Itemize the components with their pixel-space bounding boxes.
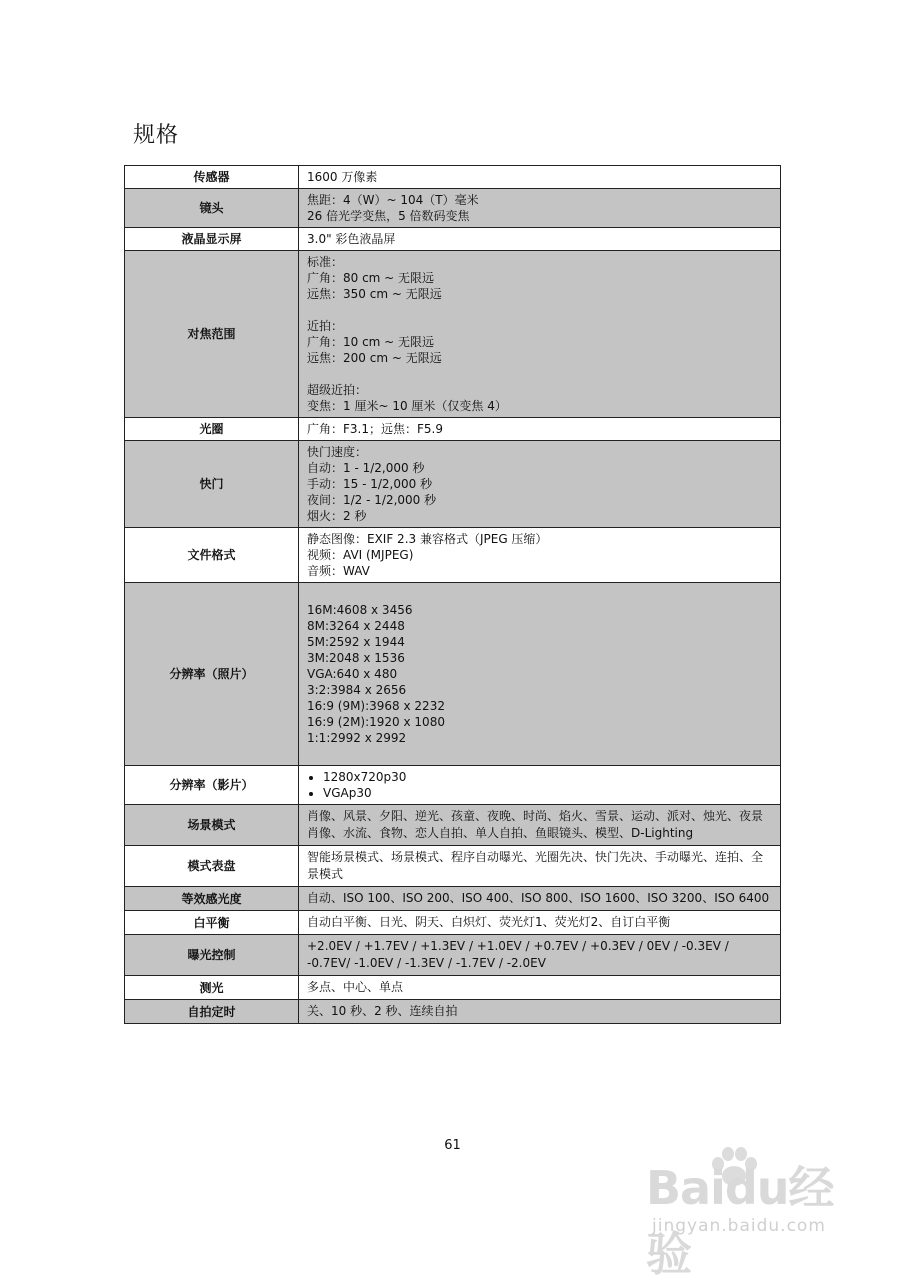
spec-value [299,418,781,441]
spec-value-line: 远焦：200 cm ~ 无限远 [307,351,442,365]
spec-value-line: 16:9 (9M):3968 x 2232 [307,699,445,713]
spec-value-line: 26 倍光学变焦，5 倍数码变焦 [307,209,470,223]
spec-value-line: 3M:2048 x 1536 [307,651,405,665]
spec-label: 等效感光度 [125,887,299,911]
page-number: 61 [444,1138,461,1153]
spec-label: 场景模式 [125,805,299,846]
spec-table [124,165,781,1024]
spec-row [125,441,781,528]
spec-value [299,251,781,418]
spec-label: 光圈 [125,418,299,441]
spec-value-line: 音频：WAV [307,564,370,578]
spec-value-line: 手动：15 - 1/2,000 秒 [307,477,433,491]
spec-value-line: 自动：1 - 1/2,000 秒 [307,461,425,475]
spec-value-line: 广角：80 cm ~ 无限远 [307,271,435,285]
spec-value-line: 1600 万像素 [307,170,378,184]
spec-value-text: 智能场景模式、场景模式、程序自动曝光、光圈先决、快门先决、手动曝光、连拍、全景模式 [307,850,764,881]
spec-label: 模式表盘 [125,846,299,887]
baidu-jingyan-watermark [640,1150,870,1281]
spec-value-line: 远焦：350 cm ~ 无限远 [307,287,442,301]
spec-value-line: 夜间：1/2 - 1/2,000 秒 [307,493,437,507]
spec-label: 镜头 [125,189,299,228]
spec-value-spacer [307,366,772,382]
spec-label: 分辨率（照片） [125,583,299,766]
spec-value-line: 近拍： [307,319,344,333]
spec-label: 曝光控制 [125,935,299,976]
spec-row [125,251,781,418]
watermark-brand: Baidu经验 [646,1161,834,1281]
spec-label: 测光 [125,976,299,1000]
spec-value [299,846,781,887]
spec-value-text: 自动白平衡、日光、阴天、白炽灯、荧光灯1、荧光灯2、自订白平衡 [307,915,671,929]
spec-value-text: 肖像、风景、夕阳、逆光、孩童、夜晚、时尚、焰火、雪景、运动、派对、烛光、夜景肖像、水流、食物、恋人自拍、单人自拍、鱼眼镜头、模型、D-Lighting [307,809,764,840]
spec-value-line: 超级近拍： [307,383,368,397]
spec-row [125,528,781,583]
spec-value-line: 3:2:3984 x 2656 [307,683,407,697]
spec-label: 白平衡 [125,911,299,935]
spec-value-line: 变焦：1 厘米~ 10 厘米（仅变焦 4） [307,399,507,413]
spec-value [299,887,781,911]
list-item: • VGAp30 [323,785,772,801]
spec-row [125,846,781,887]
spec-row [125,228,781,251]
spec-value [299,911,781,935]
spec-label: 传感器 [125,166,299,189]
spec-value-line: 静态图像：EXIF 2.3 兼容格式（JPEG 压缩） [307,532,548,546]
spec-value-line: 广角：10 cm ~ 无限远 [307,335,435,349]
list-item: • 1280x720p30 [323,769,772,785]
spec-value [299,935,781,976]
spec-row [125,976,781,1000]
spec-value [299,441,781,528]
spec-value-line: 8M:3264 x 2448 [307,619,405,633]
spec-value-list [307,769,772,801]
spec-value-line: 标准： [307,255,344,269]
spec-value-text: 自动、ISO 100、ISO 200、ISO 400、ISO 800、ISO 1600、ISO 3200、ISO 6400 [307,891,770,905]
spec-value-line: 烟火：2 秒 [307,509,367,523]
spec-row [125,766,781,805]
watermark-url: jingyan.baidu.com [652,1216,826,1236]
page-title: 规格 [133,123,180,148]
spec-row [125,418,781,441]
spec-value [299,228,781,251]
spec-label: 自拍定时 [125,1000,299,1024]
spec-value-spacer [307,746,772,762]
spec-row [125,887,781,911]
spec-row [125,805,781,846]
spec-value-line: 16M:4608 x 3456 [307,603,413,617]
spec-row [125,166,781,189]
spec-row [125,583,781,766]
spec-label: 文件格式 [125,528,299,583]
spec-value-text: 关、10 秒、2 秒、连续自拍 [307,1004,458,1018]
spec-value [299,976,781,1000]
spec-value-line: 焦距：4（W）~ 104（T）毫米 [307,193,479,207]
spec-label: 对焦范围 [125,251,299,418]
spec-value-line: 3.0" 彩色液晶屏 [307,232,396,246]
spec-label: 液晶显示屏 [125,228,299,251]
spec-value-spacer [307,586,772,602]
spec-value-text: 多点、中心、单点 [307,980,404,994]
spec-value-line: 快门速度： [307,445,368,459]
spec-value-text: +2.0EV / +1.7EV / +1.3EV / +1.0EV / +0.7EV / +0.3EV / 0EV / -0.3EV / -0.7EV/ -1.0EV / -1.3EV / -1.7EV / -2.0EV [307,939,729,970]
spec-label: 分辨率（影片） [125,766,299,805]
spec-value [299,166,781,189]
spec-value-line: VGA:640 x 480 [307,667,398,681]
spec-value [299,189,781,228]
spec-row [125,911,781,935]
spec-value-line: 5M:2592 x 1944 [307,635,405,649]
spec-table-body [125,166,781,1024]
spec-value [299,805,781,846]
spec-value [299,528,781,583]
spec-value [299,766,781,805]
spec-label: 快门 [125,441,299,528]
spec-row [125,935,781,976]
spec-value-line: 广角：F3.1；远焦：F5.9 [307,422,443,436]
spec-value-line: 1:1:2992 x 2992 [307,731,407,745]
spec-value [299,1000,781,1024]
spec-row [125,189,781,228]
spec-row [125,1000,781,1024]
spec-value-spacer [307,302,772,318]
spec-value [299,583,781,766]
spec-value-line: 视频：AVI (MJPEG) [307,548,414,562]
spec-value-line: 16:9 (2M):1920 x 1080 [307,715,445,729]
